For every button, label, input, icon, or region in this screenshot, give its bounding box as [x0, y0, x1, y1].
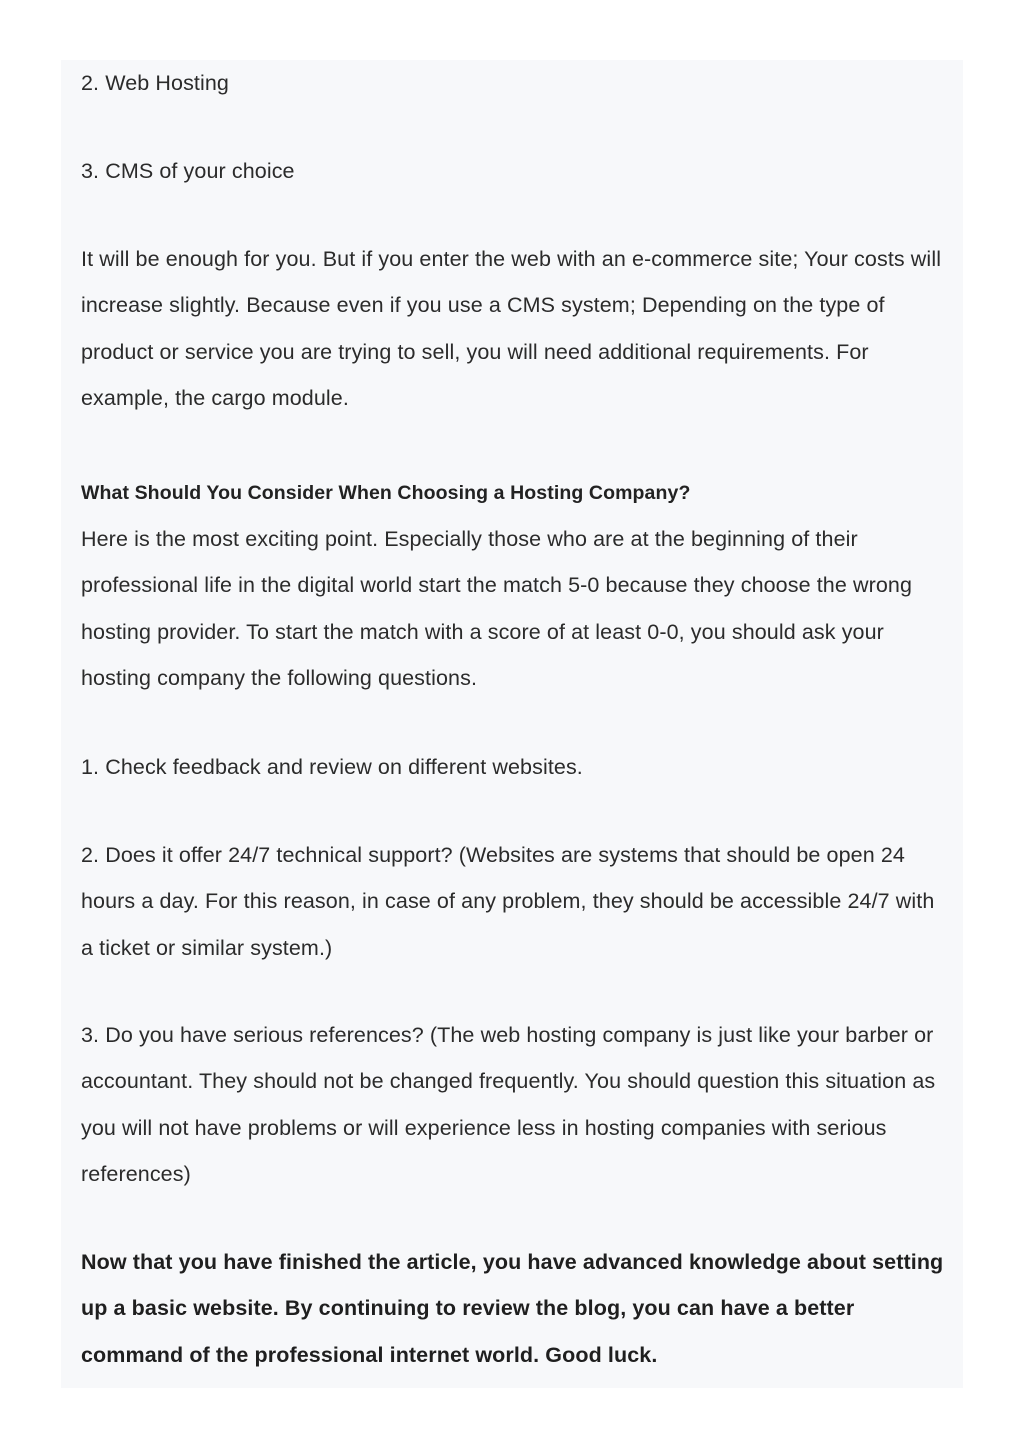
- question-1: 1. Check feedback and review on different websites.: [81, 755, 583, 779]
- closing-paragraph: Now that you have finished the article, you have advanced knowledge about setting up a basic website. By continuing to review the blog, you can have a better command of the professional internet world. Good luck.: [81, 1250, 944, 1367]
- question-3: 3. Do you have serious references? (The web hosting company is just like your barber or accountant. They should not be changed frequently. You should question this situation as you will not have problems or will experience less in hosting companies with serious references): [81, 1023, 936, 1187]
- section-heading-hosting: What Should You Consider When Choosing a Hosting Company?: [81, 482, 691, 504]
- paragraph-ecommerce: It will be enough for you. But if you enter the web with an e-commerce site; Your costs will increase slightly. Because even if you use a CMS system; Depending on the type of product or service you are trying to sell, you will need additional requirements. For example, the cargo module.: [81, 247, 942, 411]
- list-item-web-hosting: 2. Web Hosting: [81, 71, 229, 95]
- paragraph-intro: Here is the most exciting point. Especially those who are at the beginning of their professional life in the digital world start the match 5-0 because they choose the wrong hosting provider. To start the match with a score of at least 0-0, you should ask your hosting company the following questions.: [81, 527, 913, 691]
- list-item-cms: 3. CMS of your choice: [81, 159, 295, 183]
- question-2: 2. Does it offer 24/7 technical support? (Websites are systems that should be open 24 hours a day. For this reason, in case of any problem, they should be accessible 24/7 with a ticket or similar system.): [81, 843, 935, 960]
